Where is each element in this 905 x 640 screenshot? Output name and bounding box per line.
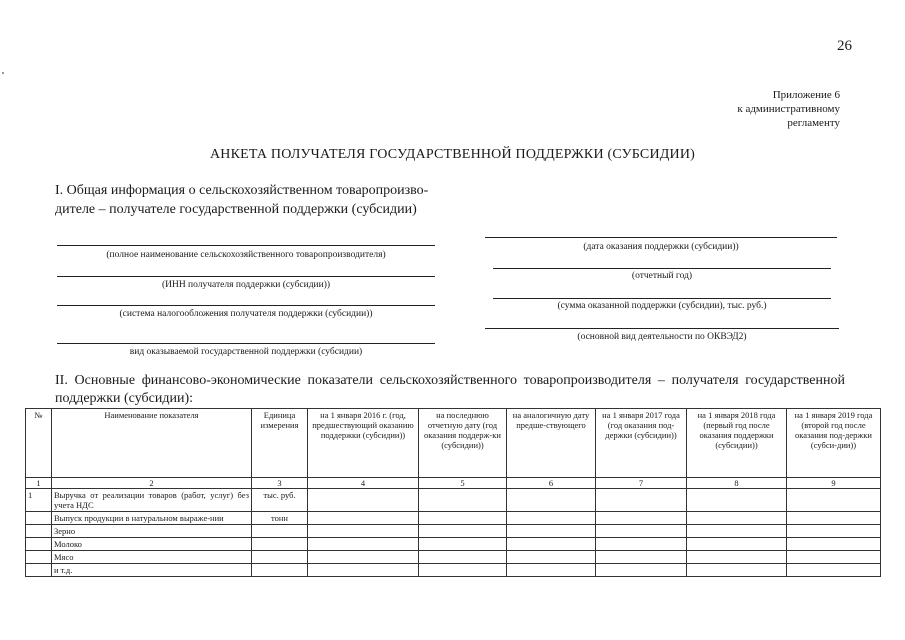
appendix-line-2: к административному: [737, 103, 840, 115]
column-number: 8: [687, 478, 787, 489]
indicator-name: Мясо: [52, 551, 252, 564]
row-number: [26, 538, 52, 551]
header-cell: на 1 января 2016 г. (год, предшествующий оказанию поддержки (субсидии)): [308, 409, 419, 478]
field-line-report-year[interactable]: [493, 268, 831, 269]
indicator-name: Зерно: [52, 525, 252, 538]
value-cell[interactable]: [596, 538, 687, 551]
value-cell[interactable]: [596, 551, 687, 564]
unit: [252, 525, 308, 538]
field-line-okved[interactable]: [485, 328, 839, 329]
scan-mark: [2, 72, 4, 74]
section-1-heading: I. Общая информация о сельскохозяйственном товаропроизво-дителе – получателе государственной поддержки (субсидии): [55, 183, 429, 217]
value-cell[interactable]: [308, 512, 419, 525]
header-cell: на 1 января 2018 года (первый год после оказания поддержки (субсидии)): [687, 409, 787, 478]
value-cell[interactable]: [507, 564, 596, 577]
table-header-row: [26, 409, 881, 478]
column-number: 2: [52, 478, 252, 489]
caption-tax-system: (система налогообложения получателя поддержки (субсидии)): [119, 309, 373, 319]
value-cell[interactable]: [308, 538, 419, 551]
column-number: 9: [787, 478, 881, 489]
value-cell[interactable]: [596, 512, 687, 525]
unit: тыс. руб.: [252, 489, 308, 512]
value-cell[interactable]: [507, 551, 596, 564]
table-row: [26, 564, 881, 577]
caption-support-type: вид оказываемой государственной поддержки (субсидии): [129, 347, 363, 357]
section-2-heading: II. Основные финансово-экономические показатели сельскохозяйственного товаропроизводителя – получателя государственной поддержки (субсидии):: [55, 373, 845, 406]
value-cell[interactable]: [687, 512, 787, 525]
column-number: 7: [596, 478, 687, 489]
header-cell: на 1 января 2017 года (год оказания под-держки (субсидии)): [596, 409, 687, 478]
indicator-name: Молоко: [52, 538, 252, 551]
unit: тонн: [252, 512, 308, 525]
row-number: [26, 525, 52, 538]
value-cell[interactable]: [787, 525, 881, 538]
value-cell[interactable]: [419, 551, 507, 564]
value-cell[interactable]: [308, 551, 419, 564]
value-cell[interactable]: [308, 525, 419, 538]
appendix-line-3: регламенту: [787, 117, 840, 129]
field-line-full-name[interactable]: [57, 245, 435, 246]
header-cell: Единица измерения: [252, 409, 308, 478]
column-number: 5: [419, 478, 507, 489]
value-cell[interactable]: [687, 525, 787, 538]
field-line-support-date[interactable]: [485, 237, 837, 238]
page-number: 26: [837, 38, 852, 54]
table-row: [26, 489, 881, 512]
value-cell[interactable]: [507, 538, 596, 551]
unit: [252, 538, 308, 551]
column-number: 6: [507, 478, 596, 489]
value-cell[interactable]: [419, 538, 507, 551]
value-cell[interactable]: [687, 489, 787, 512]
value-cell[interactable]: [787, 538, 881, 551]
value-cell[interactable]: [596, 489, 687, 512]
value-cell[interactable]: [419, 512, 507, 525]
caption-inn: (ИНН получателя поддержки (субсидии)): [161, 280, 331, 290]
header-cell: на 1 января 2019 года (второй год после оказания под-держки (субси-дии)): [787, 409, 881, 478]
caption-okved: (основной вид деятельности по ОКВЭД2): [577, 332, 747, 342]
header-cell: Наименование показателя: [52, 409, 252, 478]
value-cell[interactable]: [419, 564, 507, 577]
table-row: [26, 525, 881, 538]
value-cell[interactable]: [507, 512, 596, 525]
value-cell[interactable]: [687, 538, 787, 551]
field-line-tax-system[interactable]: [57, 305, 435, 306]
table-row: [26, 538, 881, 551]
row-number: [26, 551, 52, 564]
appendix-note: [680, 88, 840, 130]
value-cell[interactable]: [787, 512, 881, 525]
header-cell: на последнюю отчетную дату (год оказания поддерж-ки (субсидии)): [419, 409, 507, 478]
value-cell[interactable]: [787, 489, 881, 512]
indicator-name: Выпуск продукции в натуральном выраже-нии: [52, 512, 252, 525]
indicator-name: и т.д.: [52, 564, 252, 577]
field-line-inn[interactable]: [57, 276, 435, 277]
unit: [252, 551, 308, 564]
value-cell[interactable]: [787, 564, 881, 577]
caption-support-date: (дата оказания поддержки (субсидии)): [583, 242, 739, 252]
value-cell[interactable]: [507, 525, 596, 538]
appendix-line-1: Приложение 6: [772, 89, 840, 101]
column-number: 3: [252, 478, 308, 489]
value-cell[interactable]: [687, 564, 787, 577]
row-number: [26, 512, 52, 525]
value-cell[interactable]: [308, 489, 419, 512]
value-cell[interactable]: [596, 564, 687, 577]
field-line-support-type[interactable]: [57, 343, 435, 344]
row-number: [26, 564, 52, 577]
document-title: АНКЕТА ПОЛУЧАТЕЛЯ ГОСУДАРСТВЕННОЙ ПОДДЕРЖКИ (СУБСИДИИ): [209, 147, 696, 162]
value-cell[interactable]: [687, 551, 787, 564]
table-row: [26, 551, 881, 564]
header-cell: на аналогичную дату предше-ствующего: [507, 409, 596, 478]
column-number: 1: [26, 478, 52, 489]
caption-support-amount: (сумма оказанной поддержки (субсидии), тыс. руб.): [557, 301, 767, 311]
table-row: [26, 512, 881, 525]
caption-report-year: (отчетный год): [631, 271, 693, 281]
value-cell[interactable]: [787, 551, 881, 564]
unit: [252, 564, 308, 577]
caption-full-name: (полное наименование сельскохозяйственного товаропроизводителя): [106, 250, 386, 260]
value-cell[interactable]: [308, 564, 419, 577]
header-cell: №: [26, 409, 52, 478]
field-line-support-amount[interactable]: [493, 298, 831, 299]
column-number: 4: [308, 478, 419, 489]
indicators-table: [25, 408, 881, 577]
value-cell[interactable]: [507, 489, 596, 512]
value-cell[interactable]: [596, 525, 687, 538]
value-cell[interactable]: [419, 525, 507, 538]
column-numbers-row: [26, 478, 881, 489]
indicator-name: Выручка от реализации товаров (работ, услуг) без учета НДС: [52, 489, 252, 512]
value-cell[interactable]: [419, 489, 507, 512]
row-number: 1: [26, 489, 52, 512]
